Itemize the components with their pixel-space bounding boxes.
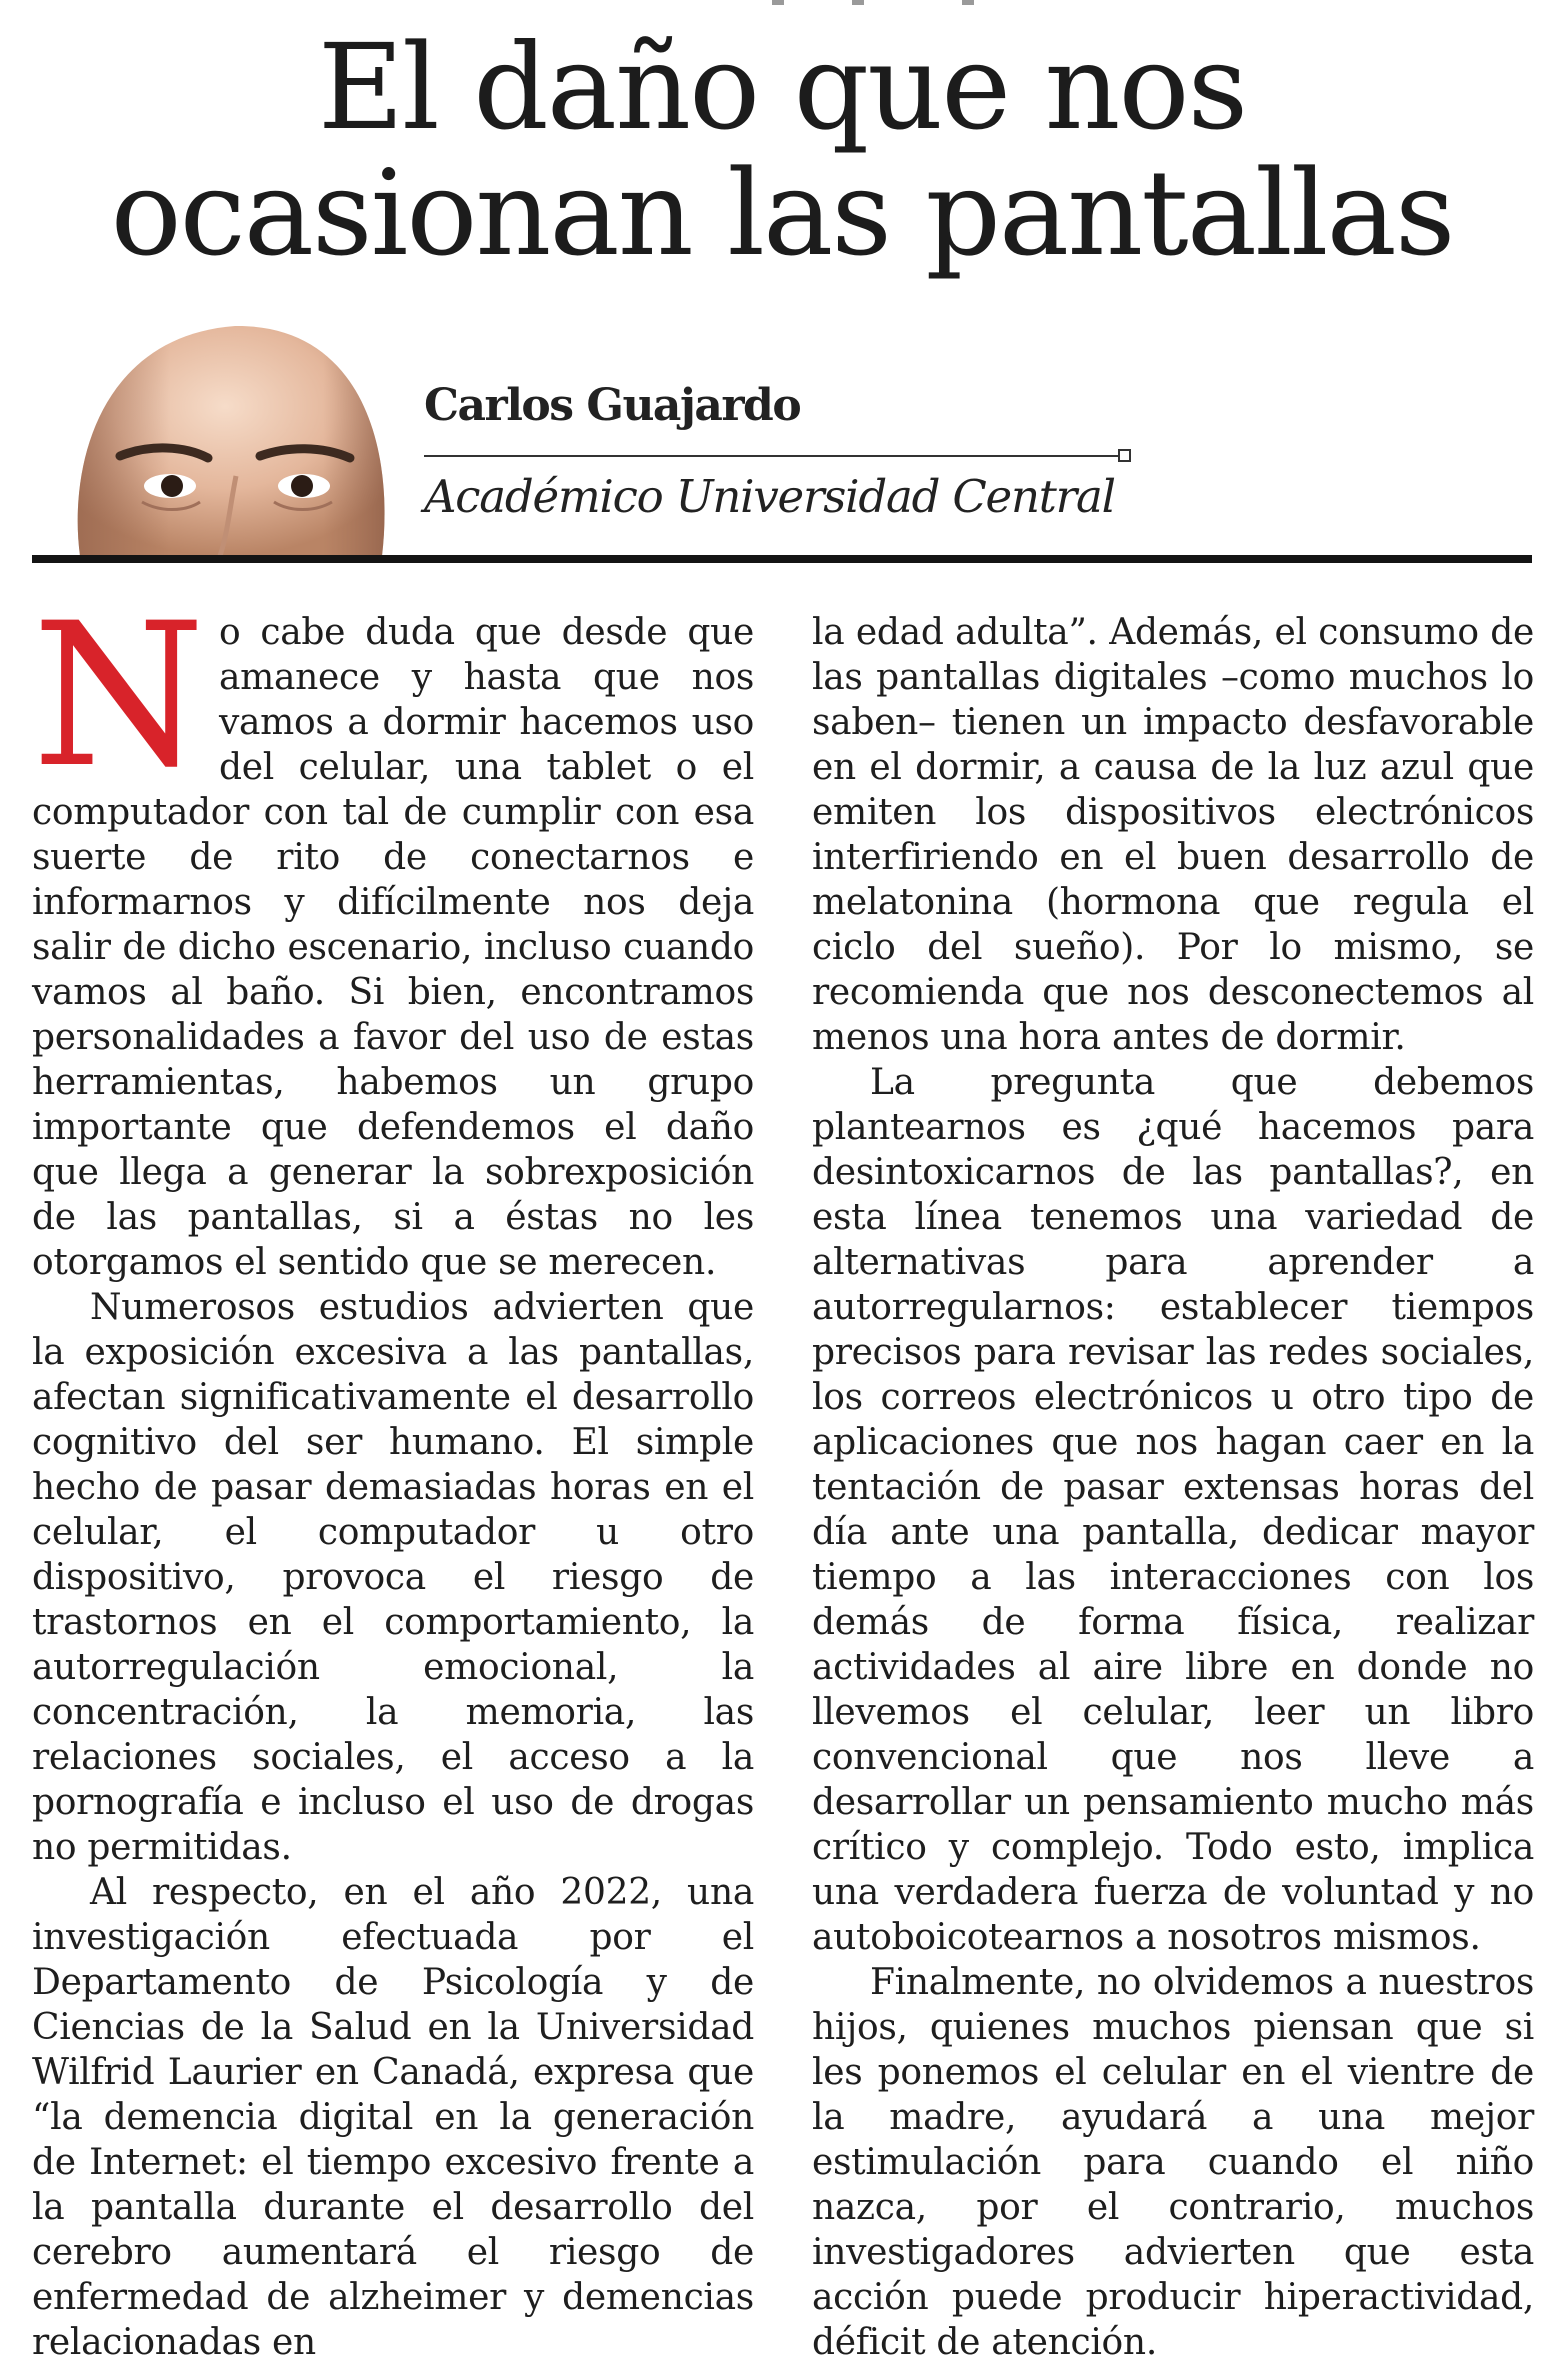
dropcap-letter: N: [32, 580, 205, 811]
article-headline: [0, 18, 1564, 282]
author-portrait-image: [60, 316, 390, 556]
article-paragraph: Finalmente, no olvidemos a nuestros hijos, quienes muchos piensan que si les ponemos el celular en el vientre de la madre, ayudará a una mejor estimulación para cuando el niño nazca, por el contrario, muchos investigadores advierten que esta acción puede producir hiperactividad, déficit de atención.: [812, 1962, 1534, 2363]
headline-line-2: ocasionan las pantallas: [110, 144, 1454, 282]
article-column-left: [32, 580, 754, 2365]
byline-divider: [424, 455, 1120, 457]
article-paragraph: Al respecto, en el año 2022, una investigación efectuada por el Departamento de Psicología y de Ciencias de la Salud en la Universidad Wilfrid Laurier en Canadá, expresa que “la demencia digital en la generación de Internet: el tiempo excesivo frente a la pantalla durante el desarrollo del cerebro aumentará el riesgo de enfermedad de alzheimer y demencias relacionadas en: [32, 1872, 754, 2363]
article-column-right: [812, 610, 1534, 2365]
article-paragraph: La pregunta que debemos plantearnos es ¿qué hacemos para desintoxicarnos de las pantallas?, en esta línea tenemos una variedad de alternativas para aprender a autorregularnos: establecer tiempos precisos para revisar las redes sociales, los correos electrónicos u otro tipo de aplicaciones que nos hagan caer en la tentación de pasar extensas horas del día ante una pantalla, dedicar mayor tiempo a las interacciones con los demás de forma física, realizar actividades al aire libre en donde no llevemos el celular, leer un libro convencional que nos lleve a desarrollar un pensamiento mucho más crítico y complejo. Todo esto, implica una verdadera fuerza de voluntad y no autoboicotearnos a nosotros mismos.: [812, 1062, 1534, 1958]
top-edge-mark: [772, 0, 784, 5]
article-paragraph: Numerosos estudios advierten que la exposición excesiva a las pantallas, afectan significativamente el desarrollo cognitivo del ser humano. El simple hecho de pasar demasiadas horas en el celular, el computador u otro dispositivo, provoca el riesgo de trastornos en el comportamiento, la autorregulación emocional, la concentración, la memoria, las relaciones sociales, el acceso a la pornografía e incluso el uso de drogas no permitidas.: [32, 1287, 754, 1868]
author-role: Académico Universidad Central: [424, 470, 1115, 523]
headline-line-1: El daño que nos: [317, 18, 1247, 156]
article-paragraph: la edad adulta”. Además, el consumo de las pantallas digitales –como muchos lo saben– tienen un impacto desfavorable en el dormir, a causa de la luz azul que emiten los dispositivos electrónicos interfiriendo en el buen desarrollo de melatonina (hormona que regula el ciclo del sueño). Por lo mismo, se recomienda que nos desconectemos al menos una hora antes de dormir.: [812, 612, 1534, 1058]
paragraph-text: o cabe duda que desde que amanece y hasta que nos vamos a dormir hacemos uso del celular, una tablet o el computador con tal de cumplir con esa suerte de rito de conectarnos e informarnos y difícilmente nos deja salir de dicho escenario, incluso cuando vamos al baño. Si bien, encontramos personalidades a favor del uso de estas herramientas, habemos un grupo importante que defendemos el daño que llega a generar la sobrexposición de las pantallas, si a éstas no les otorgamos el sentido que se merecen.: [32, 612, 754, 1283]
article-paragraph: [32, 580, 754, 1285]
top-edge-mark: [852, 0, 864, 5]
page-top-edge: [0, 0, 1564, 8]
byline-divider-end: [1118, 449, 1131, 462]
header-divider: [32, 555, 1532, 563]
top-edge-mark: [962, 0, 974, 5]
author-photo: [60, 316, 390, 556]
author-name: Carlos Guajardo: [424, 380, 801, 431]
